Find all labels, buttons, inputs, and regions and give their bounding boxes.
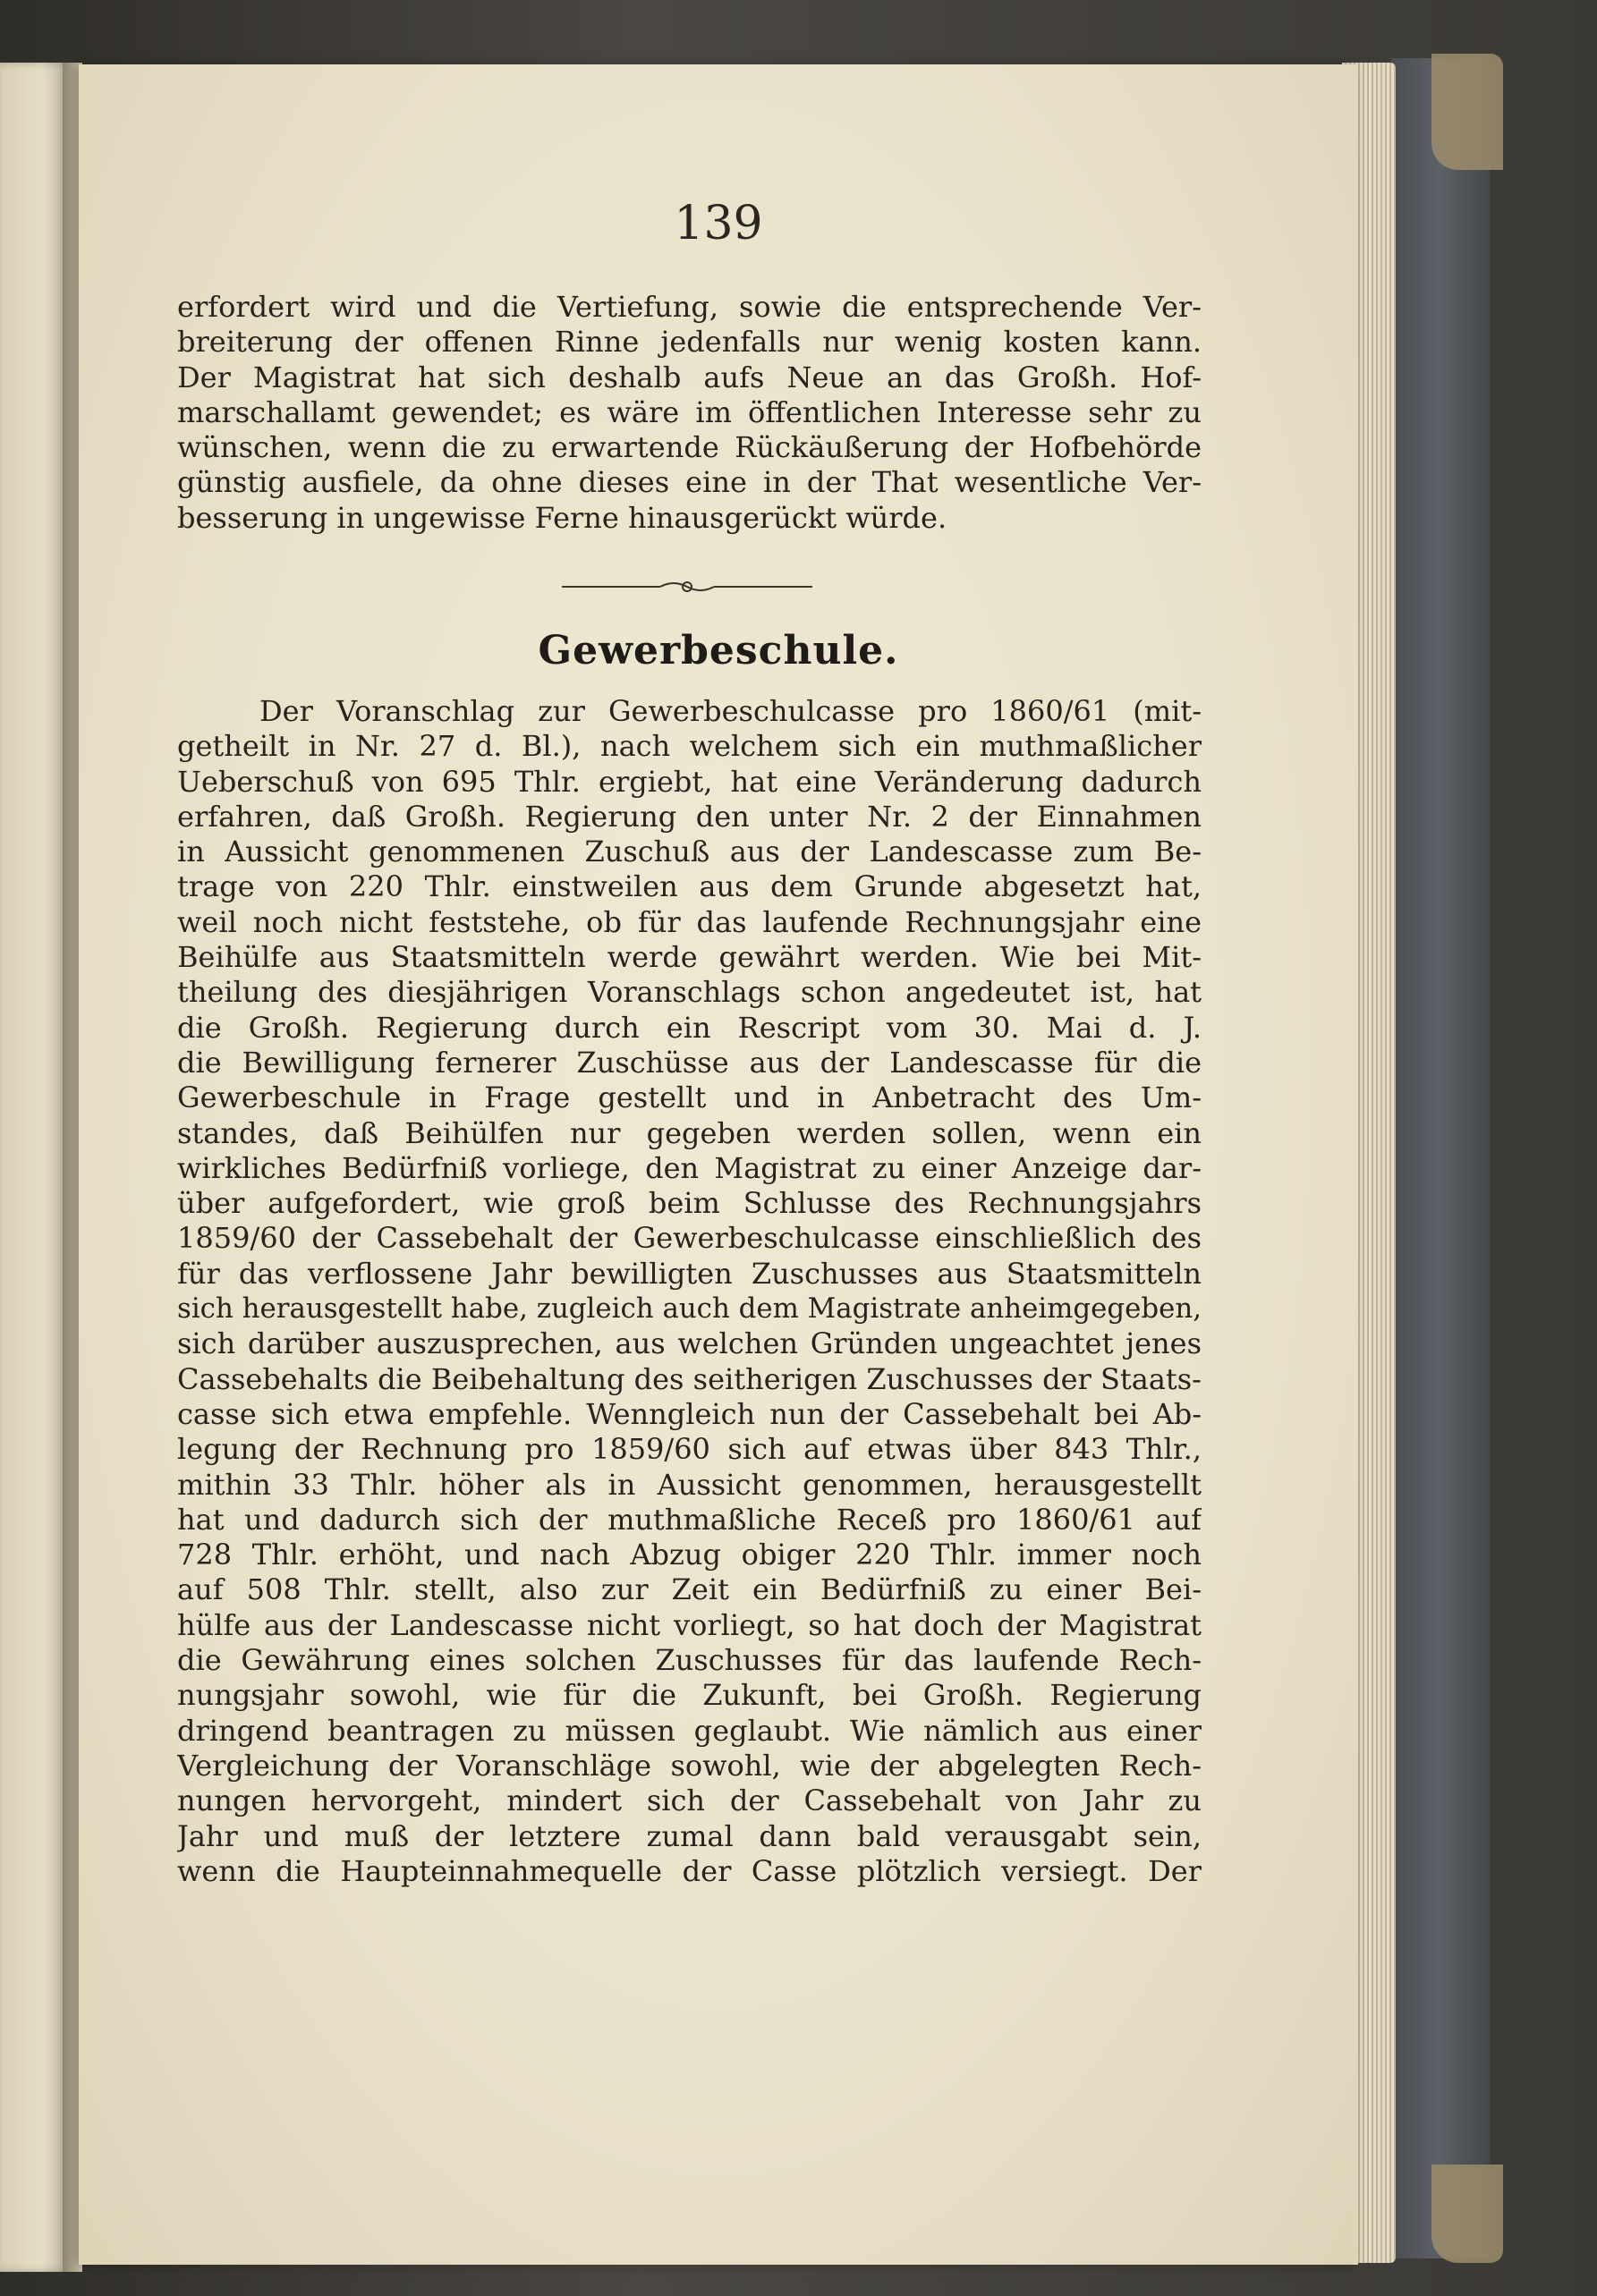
text-line: Der Voranschlag zur Gewerbeschulcasse pro 1860/61 (mit- [259,694,1202,728]
text-line: die Großh. Regierung durch ein Rescript vom 30. Mai d. J. [177,1010,1202,1045]
paragraph-2 [177,694,1202,1889]
ornamental-divider [553,576,821,597]
text-line: günstig ausfiele, da ohne dieses eine in der That wesentliche Ver- [177,465,1202,500]
text-line: erfordert wird und die Vertiefung, sowie die entsprechende Ver- [177,290,1202,324]
previous-page-edge [0,63,70,2272]
text-line: 1859/60 der Cassebehalt der Gewerbeschulcasse einschließlich des [177,1221,1202,1256]
text-line: nungen hervorgeht, mindert sich der Cassebehalt von Jahr zu [177,1783,1202,1818]
text-line: wirkliches Bedürfniß vorliege, den Magistrat zu einer Anzeige dar- [177,1150,1202,1185]
text-line: theilung des diesjährigen Voranschlags schon angedeutet ist, hat [177,975,1202,1010]
text-line: casse sich etwa empfehle. Wenngleich nun der Cassebehalt bei Ab- [177,1396,1202,1431]
text-line: Vergleichung der Voranschläge sowohl, wie der abgelegten Rech- [177,1748,1202,1783]
text-line: dringend beantragen zu müssen geglaubt. Wie nämlich aus einer [177,1713,1202,1748]
text-line: trage von 220 Thlr. einstweilen aus dem Grunde abgesetzt hat, [177,869,1202,904]
text-line: Der Magistrat hat sich deshalb aufs Neue an das Großh. Hof- [177,360,1202,394]
text-line: Ueberschuß von 695 Thlr. ergiebt, hat eine Veränderung dadurch [177,764,1202,799]
text-line: die Gewährung eines solchen Zuschusses für das laufende Rech- [177,1643,1202,1678]
text-line: Jahr und muß der letztere zumal dann bald verausgabt sein, [177,1818,1202,1853]
text-line: Cassebehalts die Beibehaltung des seitherigen Zuschusses der Staats- [177,1361,1202,1396]
text-line: mithin 33 Thlr. höher als in Aussicht genommen, herausgestellt [177,1467,1202,1502]
text-line: weil noch nicht feststehe, ob für das laufende Rechnungsjahr eine [177,904,1202,939]
text-line: getheilt in Nr. 27 d. Bl.), nach welchem sich ein muthmaßlicher [177,729,1202,764]
text-line: hülfe aus der Landescasse nicht vorliegt, so hat doch der Magistrat [177,1607,1202,1642]
text-line: Beihülfe aus Staatsmitteln werde gewährt werden. Wie bei Mit- [177,940,1202,975]
text-line: über aufgefordert, wie groß beim Schlusse des Rechnungsjahrs [177,1186,1202,1221]
text-line: erfahren, daß Großh. Regierung den unter Nr. 2 der Einnahmen [177,799,1202,834]
show-through-text [240,592,1224,628]
book-page [79,64,1358,2265]
text-line: Gewerbeschule in Frage gestellt und in Anbetracht des Um- [177,1080,1202,1115]
cover-corner-top [1431,54,1503,170]
paragraph-1 [177,290,1202,536]
text-line: wünschen, wenn die zu erwartende Rückäußerung der Hofbehörde [177,430,1202,465]
book-cover-board [1391,58,1490,2258]
text-line: 728 Thlr. erhöht, und nach Abzug obiger 220 Thlr. immer noch [177,1538,1202,1572]
text-line: hat und dadurch sich der muthmaßliche Receß pro 1860/61 auf [177,1502,1202,1537]
text-line: in Aussicht genommenen Zuschuß aus der Landescasse zum Be- [177,835,1202,869]
text-line: sich darüber auszusprechen, aus welchen Gründen ungeachtet jenes [177,1326,1202,1361]
text-line: für das verflossene Jahr bewilligten Zuschusses aus Staatsmitteln [177,1256,1202,1291]
text-line: marschallamt gewendet; es wäre im öffentlichen Interesse sehr zu [177,394,1202,429]
cover-corner-bottom [1431,2165,1503,2263]
text-line: sich herausgestellt habe, zugleich auch dem Magistrate anheimgegeben, [177,1292,1202,1326]
text-line: besserung in ungewisse Ferne hinausgerückt würde. [177,500,947,535]
text-line: wenn die Haupteinnahmequelle der Casse plötzlich versiegt. Der [177,1853,1202,1888]
text-line: nungsjahr sowohl, wie für die Zukunft, bei Großh. Regierung [177,1678,1202,1713]
text-line: standes, daß Beihülfen nur gegeben werden sollen, wenn ein [177,1115,1202,1150]
text-line: auf 508 Thlr. stellt, also zur Zeit ein Bedürfniß zu einer Bei- [177,1572,1202,1607]
text-line: legung der Rechnung pro 1859/60 sich auf etwas über 843 Thlr., [177,1432,1202,1467]
text-line: breiterung der offenen Rinne jedenfalls nur wenig kosten kann. [177,325,1202,360]
page-number: 139 [674,197,763,250]
text-line: die Bewilligung fernerer Zuschüsse aus der Landescasse für die [177,1045,1202,1080]
section-title: Gewerbeschule. [538,628,899,674]
